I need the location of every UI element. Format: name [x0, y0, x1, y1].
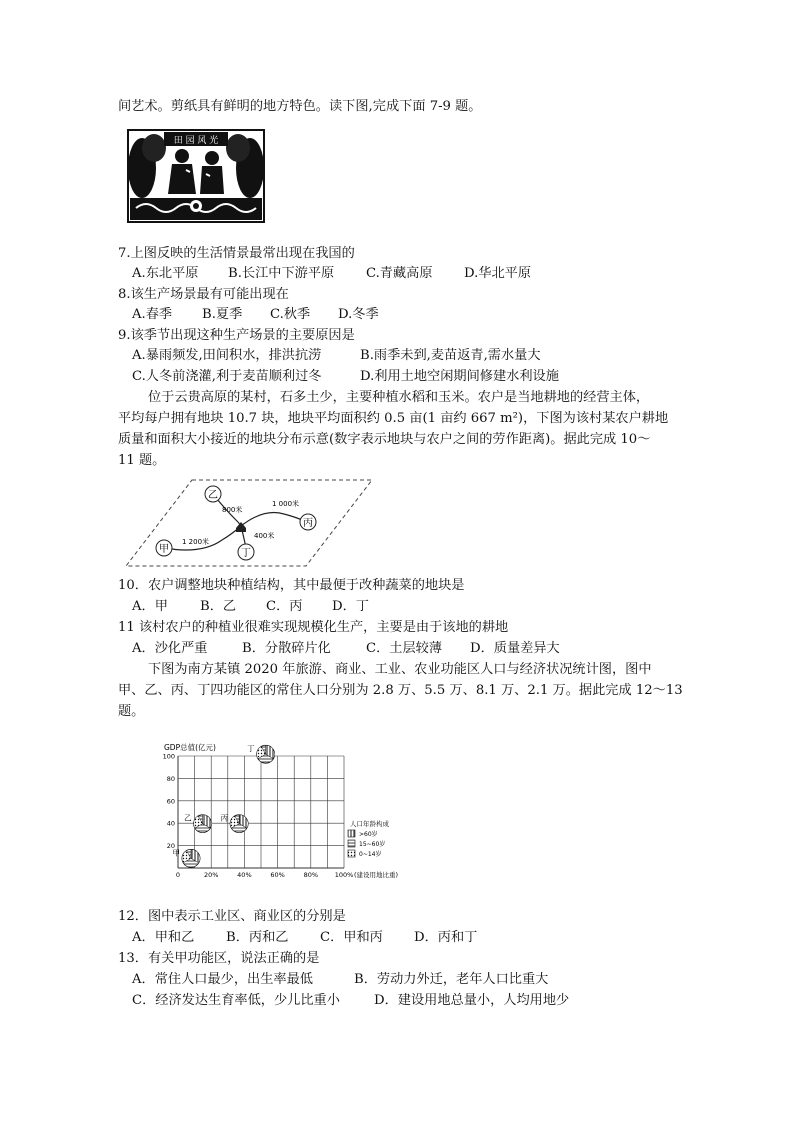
papercut-image — [126, 128, 266, 224]
chart-ylabel: GDP总值(亿元) — [164, 743, 216, 752]
q9-stem: 9.该季节出现这种生产场景的主要原因是 — [118, 328, 355, 343]
q7-option-c[interactable]: C.青藏高原 — [366, 266, 433, 281]
q7-stem: 7.上图反映的生活情景最常出现在我国的 — [118, 246, 355, 261]
distance-ding: 400米 — [254, 532, 275, 540]
legend-swatch-elderly — [348, 830, 355, 837]
y-tick-4: 100 — [162, 752, 175, 761]
q13-option-c[interactable]: C．经济发达生育率低，少儿比重小 — [132, 993, 340, 1008]
y-tick-2: 60 — [166, 797, 175, 806]
x-tick-1: 20% — [203, 871, 219, 879]
q11-option-d[interactable]: D．质量差异大 — [470, 641, 560, 656]
q12-option-c[interactable]: C．甲和丙 — [320, 930, 383, 945]
q9-option-b[interactable]: B.雨季未到,麦苗返青,需水量大 — [360, 348, 541, 363]
legend-swatch-working — [348, 840, 355, 847]
x-tick-2: 40% — [237, 871, 252, 879]
q13-options-row2 — [132, 992, 569, 1010]
point-label-2: 丙 — [220, 813, 229, 823]
population-economy-chart — [158, 740, 418, 880]
q10-stem: 10．农户调整地块种植结构，其中最便于改种蔬菜的地块是 — [118, 578, 465, 593]
q8-option-a[interactable]: A.春季 — [132, 307, 173, 322]
plot-yi: 乙 — [208, 490, 218, 501]
q8-option-b[interactable]: B.夏季 — [202, 307, 243, 322]
q12-option-d[interactable]: D．丙和丁 — [414, 930, 478, 945]
q10-options — [132, 598, 369, 616]
x-tick-0: 0 — [175, 871, 181, 879]
plot-jia: 甲 — [159, 544, 169, 555]
q10-option-d[interactable]: D．丁 — [332, 599, 369, 614]
q8-option-d[interactable]: D.冬季 — [338, 307, 379, 322]
plot-ding: 丁 — [241, 548, 251, 559]
q13-option-b[interactable]: B．劳动力外迁，老年人口比重大 — [354, 972, 549, 987]
passage3-line3: 题。 — [118, 704, 145, 719]
q11-option-c[interactable]: C．土层较薄 — [366, 641, 443, 656]
papercut-banner: 田 园 风 光 — [173, 136, 219, 146]
q12-option-a[interactable]: A．甲和乙 — [132, 930, 195, 945]
passage2-line3: 质量和面积大小接近的地块分布示意(数字表示地块与农户之间的劳作距离)。据此完成 10～ — [118, 432, 651, 447]
q13-option-d[interactable]: D．建设用地总量小，人均用地少 — [374, 993, 570, 1008]
y-tick-0: 20 — [166, 842, 175, 851]
q11-stem: 11 该村农户的种植业很难实现规模化生产，主要是由于该地的耕地 — [118, 620, 509, 635]
q11-option-b[interactable]: B．分散碎片化 — [242, 641, 331, 656]
plot-bing: 丙 — [303, 518, 313, 529]
q12-options — [132, 929, 477, 947]
chart-points — [172, 744, 274, 867]
path-bing — [241, 513, 306, 527]
q12-option-b[interactable]: B．丙和乙 — [226, 930, 289, 945]
legend-entry-working: 15~60岁 — [359, 841, 386, 848]
intro-text: 间艺术。剪纸具有鲜明的地方特色。读下图,完成下面 7-9 题。 — [118, 99, 482, 114]
q11-option-a[interactable]: A．沙化严重 — [132, 641, 208, 656]
distance-yi: 800米 — [222, 506, 243, 514]
q7-option-b[interactable]: B.长江中下游平原 — [228, 266, 335, 281]
legend-entry-children: 0~14岁 — [359, 851, 382, 858]
data-point-0 — [172, 848, 200, 867]
q13-option-a[interactable]: A．常住人口最少，出生率最低 — [132, 972, 313, 987]
q9-option-c[interactable]: C.人冬前浇灌,利于麦苗顺利过冬 — [132, 369, 322, 384]
point-label-0: 甲 — [172, 848, 180, 858]
legend-swatch-children — [348, 850, 355, 857]
q11-options — [132, 640, 560, 658]
passage2-line4: 11 题。 — [118, 453, 166, 468]
q10-option-b[interactable]: B．乙 — [200, 599, 237, 614]
q9-option-a[interactable]: A.暴雨频发,田间积水，排洪抗涝 — [132, 348, 322, 363]
passage2-line2: 平均每户拥有地块 10.7 块，地块平均面积约 0.5 亩(1 亩约 667 m²)，下图为该村某农户耕地 — [118, 411, 669, 426]
q13-options-row1 — [132, 971, 548, 989]
q7-options — [132, 265, 531, 283]
chart-legend — [348, 819, 390, 858]
x-tick-4: 80% — [303, 871, 319, 879]
legend-entry-elderly: >60岁 — [359, 831, 378, 838]
distance-jia: 1 200米 — [182, 538, 210, 546]
q9-option-d[interactable]: D.利用土地空闲期间修建水利设施 — [360, 369, 559, 384]
q10-option-c[interactable]: C．丙 — [266, 599, 303, 614]
q9-options-row2 — [132, 368, 559, 386]
q8-option-c[interactable]: C.秋季 — [270, 307, 311, 322]
plot-distribution-map — [124, 478, 374, 568]
q9-options-row1 — [132, 347, 541, 365]
q13-stem: 13．有关甲功能区，说法正确的是 — [118, 951, 320, 966]
y-tick-1: 40 — [166, 819, 175, 828]
q7-option-d[interactable]: D.华北平原 — [464, 266, 532, 281]
q8-stem: 8.该生产场景最有可能出现在 — [118, 287, 289, 302]
data-point-3 — [247, 744, 275, 763]
q8-options — [132, 306, 379, 324]
point-label-3: 丁 — [247, 744, 255, 754]
q7-option-a[interactable]: A.东北平原 — [132, 266, 199, 281]
x-tick-5: 100% — [334, 871, 354, 879]
x-tick-3: 60% — [270, 871, 285, 879]
point-label-1: 乙 — [184, 813, 192, 823]
q12-stem: 12．图中表示工业区、商业区的分别是 — [118, 909, 346, 924]
chart-grid — [178, 756, 344, 868]
y-tick-3: 80 — [166, 774, 175, 783]
passage3-line2: 甲、乙、丙、丁四功能区的常住人口分别为 2.8 万、5.5 万、8.1 万、2.1 万。据此完成 12～13 — [118, 683, 683, 698]
distance-bing: 1 000米 — [272, 500, 300, 508]
chart-xlabel: (建设用地比重) — [354, 871, 399, 879]
legend-title: 人口年龄构成 — [350, 820, 389, 828]
passage3-line1: 下图为南方某镇 2020 年旅游、商业、工业、农业功能区人口与经济状况统计图，图中 — [148, 662, 652, 677]
q10-option-a[interactable]: A．甲 — [132, 599, 168, 614]
passage2-line1: 位于云贵高原的某村，石多土少，主要种植水稻和玉米。农户是当地耕地的经营主体， — [148, 390, 650, 405]
